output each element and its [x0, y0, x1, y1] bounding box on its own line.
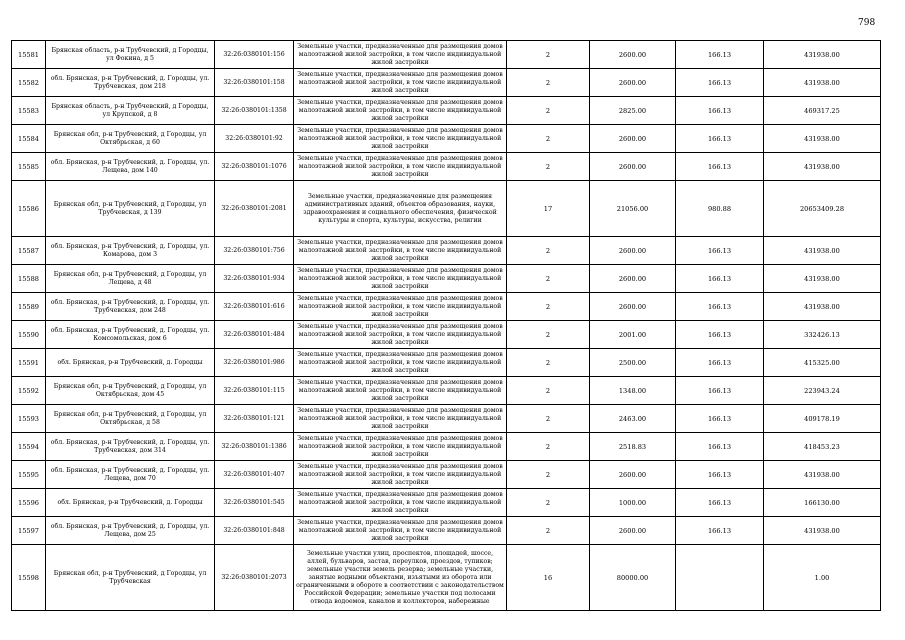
- group-cell: 2: [507, 69, 590, 97]
- cadastral-table: [11, 40, 881, 611]
- cadastral-number-cell: 32:26:0380101:2073: [215, 545, 294, 611]
- table-row: [12, 433, 881, 461]
- row-number: 15594: [12, 433, 46, 461]
- group-cell: 2: [507, 517, 590, 545]
- cadastral-value-cell: 431938.00: [764, 293, 881, 321]
- specific-value-cell: 166.13: [676, 153, 764, 181]
- group-cell: 2: [507, 125, 590, 153]
- cadastral-value-cell: 431938.00: [764, 41, 881, 69]
- specific-value-cell: 166.13: [676, 349, 764, 377]
- area-cell: 2600.00: [590, 69, 676, 97]
- cadastral-number-cell: 32:26:0380101:115: [215, 377, 294, 405]
- table-row: [12, 517, 881, 545]
- area-cell: 2825.00: [590, 97, 676, 125]
- land-use-cell: Земельные участки, предназначенные для размещения домов малоэтажной жилой застройки, в том числе индивидуальной жилой застройки: [294, 265, 507, 293]
- row-number: 15588: [12, 265, 46, 293]
- specific-value-cell: 166.13: [676, 489, 764, 517]
- area-cell: 2600.00: [590, 265, 676, 293]
- table-row: [12, 377, 881, 405]
- specific-value-cell: 166.13: [676, 125, 764, 153]
- group-cell: 2: [507, 461, 590, 489]
- specific-value-cell: 166.13: [676, 237, 764, 265]
- specific-value-cell: 166.13: [676, 97, 764, 125]
- cadastral-number-cell: 32:26:0380101:986: [215, 349, 294, 377]
- row-number: 15589: [12, 293, 46, 321]
- group-cell: 2: [507, 293, 590, 321]
- land-use-cell: Земельные участки, предназначенные для размещения домов малоэтажной жилой застройки, в том числе индивидуальной жилой застройки: [294, 433, 507, 461]
- specific-value-cell: 166.13: [676, 517, 764, 545]
- cadastral-number-cell: 32:26:0380101:616: [215, 293, 294, 321]
- cadastral-number-cell: 32:26:0380101:756: [215, 237, 294, 265]
- address-cell: Брянская область, р-н Трубчевский, д Городцы, ул Крупской, д 8: [46, 97, 215, 125]
- cadastral-value-cell: 431938.00: [764, 237, 881, 265]
- land-use-cell: Земельные участки, предназначенные для размещения домов малоэтажной жилой застройки, в том числе индивидуальной жилой застройки: [294, 321, 507, 349]
- address-cell: Брянская обл, р-н Трубчевский, д Городцы, ул Трубчевская: [46, 545, 215, 611]
- address-cell: обл. Брянская, р-н Трубчевский, д. Городцы: [46, 489, 215, 517]
- area-cell: 21056.00: [590, 181, 676, 237]
- land-use-cell: Земельные участки, предназначенные для размещения домов малоэтажной жилой застройки, в том числе индивидуальной жилой застройки: [294, 293, 507, 321]
- address-cell: Брянская обл, р-н Трубчевский, д Городцы, ул Октябрьская, дом 45: [46, 377, 215, 405]
- row-number: 15598: [12, 545, 46, 611]
- cadastral-number-cell: 32:26:0380101:407: [215, 461, 294, 489]
- specific-value-cell: 980.88: [676, 181, 764, 237]
- cadastral-value-cell: 166130.00: [764, 489, 881, 517]
- table-row: [12, 293, 881, 321]
- area-cell: 1000.00: [590, 489, 676, 517]
- land-use-cell: Земельные участки, предназначенные для размещения домов малоэтажной жилой застройки, в том числе индивидуальной жилой застройки: [294, 461, 507, 489]
- cadastral-number-cell: 32:26:0380101:2081: [215, 181, 294, 237]
- specific-value-cell: 166.13: [676, 461, 764, 489]
- cadastral-value-cell: 431938.00: [764, 461, 881, 489]
- address-cell: Брянская обл, р-н Трубчевский, д Городцы, ул Лещева, д 48: [46, 265, 215, 293]
- cadastral-number-cell: 32:26:0380101:156: [215, 41, 294, 69]
- address-cell: Брянская область, р-н Трубчевский, д Городцы, ул Фокина, д 5: [46, 41, 215, 69]
- row-number: 15584: [12, 125, 46, 153]
- group-cell: 2: [507, 405, 590, 433]
- row-number: 15596: [12, 489, 46, 517]
- group-cell: 2: [507, 321, 590, 349]
- area-cell: 2500.00: [590, 349, 676, 377]
- table-row: [12, 41, 881, 69]
- cadastral-value-cell: 469317.25: [764, 97, 881, 125]
- cadastral-value-cell: 431938.00: [764, 69, 881, 97]
- specific-value-cell: 166.13: [676, 41, 764, 69]
- table-row: [12, 237, 881, 265]
- row-number: 15592: [12, 377, 46, 405]
- area-cell: 2600.00: [590, 293, 676, 321]
- land-use-cell: Земельные участки, предназначенные для размещения домов малоэтажной жилой застройки, в том числе индивидуальной жилой застройки: [294, 97, 507, 125]
- table-row: [12, 265, 881, 293]
- row-number: 15597: [12, 517, 46, 545]
- area-cell: 2600.00: [590, 237, 676, 265]
- land-use-cell: Земельные участки, предназначенные для размещения домов малоэтажной жилой застройки, в том числе индивидуальной жилой застройки: [294, 237, 507, 265]
- row-number: 15582: [12, 69, 46, 97]
- table-row: [12, 181, 881, 237]
- row-number: 15590: [12, 321, 46, 349]
- land-use-cell: Земельные участки, предназначенные для размещения домов малоэтажной жилой застройки, в том числе индивидуальной жилой застройки: [294, 517, 507, 545]
- table-row: [12, 461, 881, 489]
- group-cell: 2: [507, 265, 590, 293]
- cadastral-number-cell: 32:26:0380101:1076: [215, 153, 294, 181]
- table-row: [12, 153, 881, 181]
- specific-value-cell: 166.13: [676, 433, 764, 461]
- specific-value-cell: 166.13: [676, 405, 764, 433]
- group-cell: 2: [507, 433, 590, 461]
- area-cell: 2600.00: [590, 517, 676, 545]
- area-cell: 2600.00: [590, 153, 676, 181]
- cadastral-value-cell: 418453.23: [764, 433, 881, 461]
- specific-value-cell: 166.13: [676, 321, 764, 349]
- row-number: 15593: [12, 405, 46, 433]
- land-use-cell: Земельные участки, предназначенные для размещения домов малоэтажной жилой застройки, в том числе индивидуальной жилой застройки: [294, 489, 507, 517]
- address-cell: Брянская обл, р-н Трубчевский, д Городцы, ул Октябрьская, д 60: [46, 125, 215, 153]
- cadastral-value-cell: 1.00: [764, 545, 881, 611]
- row-number: 15585: [12, 153, 46, 181]
- table-row: [12, 321, 881, 349]
- land-use-cell: Земельные участки, предназначенные для размещения домов малоэтажной жилой застройки, в том числе индивидуальной жилой застройки: [294, 153, 507, 181]
- address-cell: обл. Брянская, р-н Трубчевский, д. Городцы: [46, 349, 215, 377]
- area-cell: 80000.00: [590, 545, 676, 611]
- cadastral-value-cell: 332426.13: [764, 321, 881, 349]
- group-cell: 2: [507, 41, 590, 69]
- cadastral-number-cell: 32:26:0380101:484: [215, 321, 294, 349]
- cadastral-number-cell: 32:26:0380101:1386: [215, 433, 294, 461]
- address-cell: обл. Брянская, р-н Трубчевский, д. Городцы, ул. Лещева, дом 70: [46, 461, 215, 489]
- cadastral-number-cell: 32:26:0380101:848: [215, 517, 294, 545]
- address-cell: обл. Брянская, р-н Трубчевский, д. Городцы, ул. Комарова, дом 3: [46, 237, 215, 265]
- cadastral-value-cell: 431938.00: [764, 517, 881, 545]
- cadastral-value-cell: 431938.00: [764, 265, 881, 293]
- group-cell: 2: [507, 489, 590, 517]
- table-row: [12, 349, 881, 377]
- group-cell: 2: [507, 349, 590, 377]
- cadastral-value-cell: 20653409.28: [764, 181, 881, 237]
- specific-value-cell: 166.13: [676, 293, 764, 321]
- cadastral-value-cell: 409178.19: [764, 405, 881, 433]
- cadastral-value-cell: 415325.00: [764, 349, 881, 377]
- address-cell: обл. Брянская, р-н Трубчевский, д. Городцы, ул. Лещева, дом 140: [46, 153, 215, 181]
- land-use-cell: Земельные участки улиц, проспектов, площадей, шоссе, аллей, бульваров, застав, переулков, проездов, тупиков; земельные участки земель резерва; земельные участки, занятые водными объектами, изъятыми из оборота или ограниченными в обороте в соответствии с законодательством Российской Федерации; земельные участки под полосами отвода водоемов, каналов и коллекторов, набережные: [294, 545, 507, 611]
- row-number: 15595: [12, 461, 46, 489]
- cadastral-number-cell: 32:26:0380101:92: [215, 125, 294, 153]
- address-cell: обл. Брянская, р-н Трубчевский, д. Городцы, ул. Трубчевская, дом 248: [46, 293, 215, 321]
- area-cell: 2463.00: [590, 405, 676, 433]
- cadastral-number-cell: 32:26:0380101:158: [215, 69, 294, 97]
- land-use-cell: Земельные участки, предназначенные для размещения домов малоэтажной жилой застройки, в том числе индивидуальной жилой застройки: [294, 125, 507, 153]
- cadastral-number-cell: 32:26:0380101:121: [215, 405, 294, 433]
- table-row: [12, 69, 881, 97]
- group-cell: 17: [507, 181, 590, 237]
- land-use-cell: Земельные участки, предназначенные для размещения домов малоэтажной жилой застройки, в том числе индивидуальной жилой застройки: [294, 377, 507, 405]
- land-use-cell: Земельные участки, предназначенные для размещения домов малоэтажной жилой застройки, в том числе индивидуальной жилой застройки: [294, 405, 507, 433]
- cadastral-value-cell: 223943.24: [764, 377, 881, 405]
- group-cell: 2: [507, 237, 590, 265]
- table-row: [12, 489, 881, 517]
- group-cell: 2: [507, 377, 590, 405]
- area-cell: 2518.83: [590, 433, 676, 461]
- group-cell: 16: [507, 545, 590, 611]
- table-row: [12, 97, 881, 125]
- area-cell: 2600.00: [590, 125, 676, 153]
- cadastral-value-cell: 431938.00: [764, 125, 881, 153]
- group-cell: 2: [507, 97, 590, 125]
- address-cell: обл. Брянская, р-н Трубчевский, д. Городцы, ул. Комсомольская, дом 6: [46, 321, 215, 349]
- area-cell: 2600.00: [590, 41, 676, 69]
- specific-value-cell: 166.13: [676, 265, 764, 293]
- specific-value-cell: [676, 545, 764, 611]
- land-use-cell: Земельные участки, предназначенные для размещения домов малоэтажной жилой застройки, в том числе индивидуальной жилой застройки: [294, 69, 507, 97]
- land-use-cell: Земельные участки, предназначенные для размещения административных зданий, объектов образования, науки, здравоохранения и социального обеспечения, физической культуры и спорта, культуры, искусства, религии: [294, 181, 507, 237]
- specific-value-cell: 166.13: [676, 69, 764, 97]
- address-cell: Брянская обл, р-н Трубчевский, д Городцы, ул Трубчевская, д 139: [46, 181, 215, 237]
- row-number: 15586: [12, 181, 46, 237]
- address-cell: обл. Брянская, р-н Трубчевский, д. Городцы, ул. Трубчевская, дом 218: [46, 69, 215, 97]
- row-number: 15591: [12, 349, 46, 377]
- address-cell: обл. Брянская, р-н Трубчевский, д. Городцы, ул. Лещева, дом 25: [46, 517, 215, 545]
- area-cell: 2600.00: [590, 461, 676, 489]
- row-number: 15581: [12, 41, 46, 69]
- specific-value-cell: 166.13: [676, 377, 764, 405]
- table-row: [12, 125, 881, 153]
- table-row: [12, 405, 881, 433]
- group-cell: 2: [507, 153, 590, 181]
- cadastral-value-cell: 431938.00: [764, 153, 881, 181]
- land-use-cell: Земельные участки, предназначенные для размещения домов малоэтажной жилой застройки, в том числе индивидуальной жилой застройки: [294, 41, 507, 69]
- cadastral-number-cell: 32:26:0380101:545: [215, 489, 294, 517]
- area-cell: 1348.00: [590, 377, 676, 405]
- land-use-cell: Земельные участки, предназначенные для размещения домов малоэтажной жилой застройки, в том числе индивидуальной жилой застройки: [294, 349, 507, 377]
- address-cell: обл. Брянская, р-н Трубчевский, д. Городцы, ул. Трубчевская, дом 314: [46, 433, 215, 461]
- area-cell: 2001.00: [590, 321, 676, 349]
- address-cell: Брянская обл, р-н Трубчевский, д Городцы, ул Октябрьская, д 58: [46, 405, 215, 433]
- cadastral-number-cell: 32:26:0380101:934: [215, 265, 294, 293]
- row-number: 15583: [12, 97, 46, 125]
- page-number: 798: [858, 18, 876, 28]
- table-row: [12, 545, 881, 611]
- row-number: 15587: [12, 237, 46, 265]
- cadastral-number-cell: 32:26:0380101:1358: [215, 97, 294, 125]
